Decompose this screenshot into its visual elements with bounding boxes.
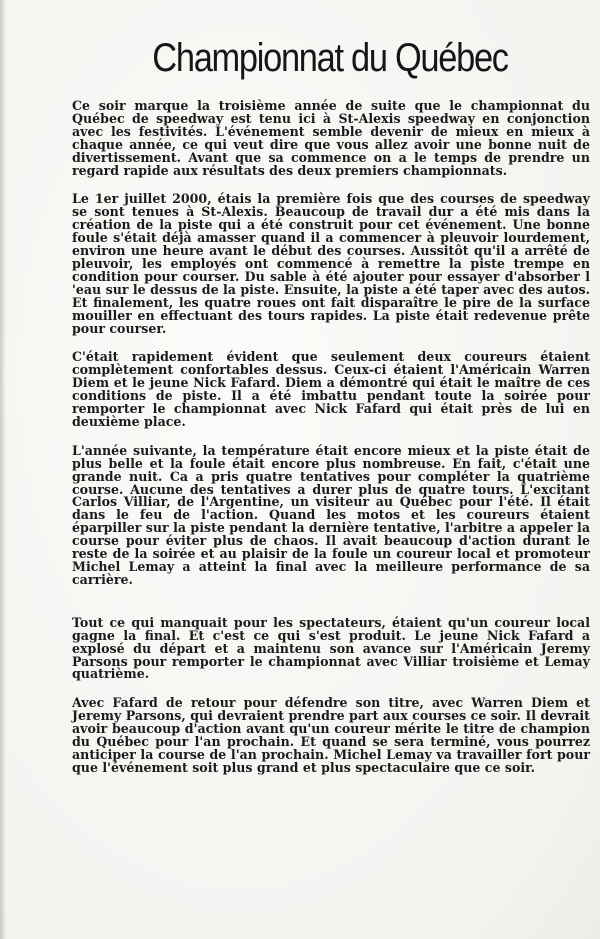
page-title: Championnat du Québec [152,36,508,80]
scan-edge-shadow [0,0,6,939]
paragraph-second-results: Tout ce qui manquait pour les spectateurs, étaient qu'un coureur local gagne la final. Et c'est ce qui s'est produit. Le jeune Nick Fafard a explosé du départ et a maintenu son avance sur l'Américain Jeremy Parsons pour remporter le championnat avec Villiar troisième et Lemay quatrième. [72,614,590,682]
paragraph-second-year: L'année suivante, la température était encore mieux et la piste était de plus belle et la foule était encore plus nombreuse. En fait, c'était une grande nuit. Ca a pris quatre tentatives pour compléter la quatrième course. Aucune des tentatives a durer plus de quatre tours. L'excitant Carlos Villiar, de l'Argentine, un visiteur au Québec pour l'été. Il était dans le feu de l'action. Quand les motos et les coureurs étaient éparpiller sur la piste pendant la dernière tentative, l'arbitre a appeler la course pour éviter plus de chaos. Il avait beaucoup d'action durant le reste de la soirée et au plaisir de la foule un coureur local et promoteur Michel Lemay a atteint la final avec la meilleure performance de sa carrière. [72,442,590,587]
paragraph-first-championship: Le 1er juillet 2000, étais la première fois que des courses de speedway se sont tenues à St-Alexis. Beaucoup de travail dur a été mis dans la création de la piste qui a été construit pour cet événement. Une bonne foule s'était déjà amasser quand il a commencer à pleuvoir lourdement, environ une heure avant le début des courses. Aussitôt qu'il a arrêté de pleuvoir, les employés ont commencé à remettre la piste trempe en condition pour courser. Du sable à été ajouter pour essayer d'absorber l 'eau sur le dessus de la piste. Ensuite, la piste a été taper avec des autos. Et finalement, les quatre roues ont fait disparaître le pire de la surface mouiller en effectuant des tours rapides. La piste était redevenue prête pour courser. [72,191,590,336]
article-body [72,100,590,791]
paragraph-first-results: C'était rapidement évident que seulement deux coureurs étaient complètement confortables dessus. Ceux-ci étaient l'Américain Warren Diem et le jeune Nick Fafard. Diem a démontré qui était le maître de ces conditions de piste. Il a été imbattu pendant toute la soirée pour remporter le championnat avec Nick Fafard qui était près de lui en deuxième place. [72,349,590,429]
paragraph-tonight: Avec Fafard de retour pour défendre son titre, avec Warren Diem et Jeremy Parsons, qui devraient prendre part aux courses ce soir. Il devrait avoir beaucoup d'action avant qu'un coureur mérite le titre de champion du Québec pour l'an prochain. Et quand se sera terminé, vous pourrez anticiper la course de l'an prochain. Michel Lemay va travailler fort pour que l'événement soit plus grand et plus spectaculaire que ce soir. [72,695,590,775]
paragraph-intro: Ce soir marque la troisième année de suite que le championnat du Québec de speedway est tenu ici à St-Alexis speedway en conjonction avec les festivités. L'événement semble devenir de mieux en mieux à chaque année, ce qui veut dire que vous allez avoir une bonne nuit de divertissement. Avant que sa commence on a le temps de prendre un regard rapide aux résultats des deux premiers championnats. [72,98,590,178]
